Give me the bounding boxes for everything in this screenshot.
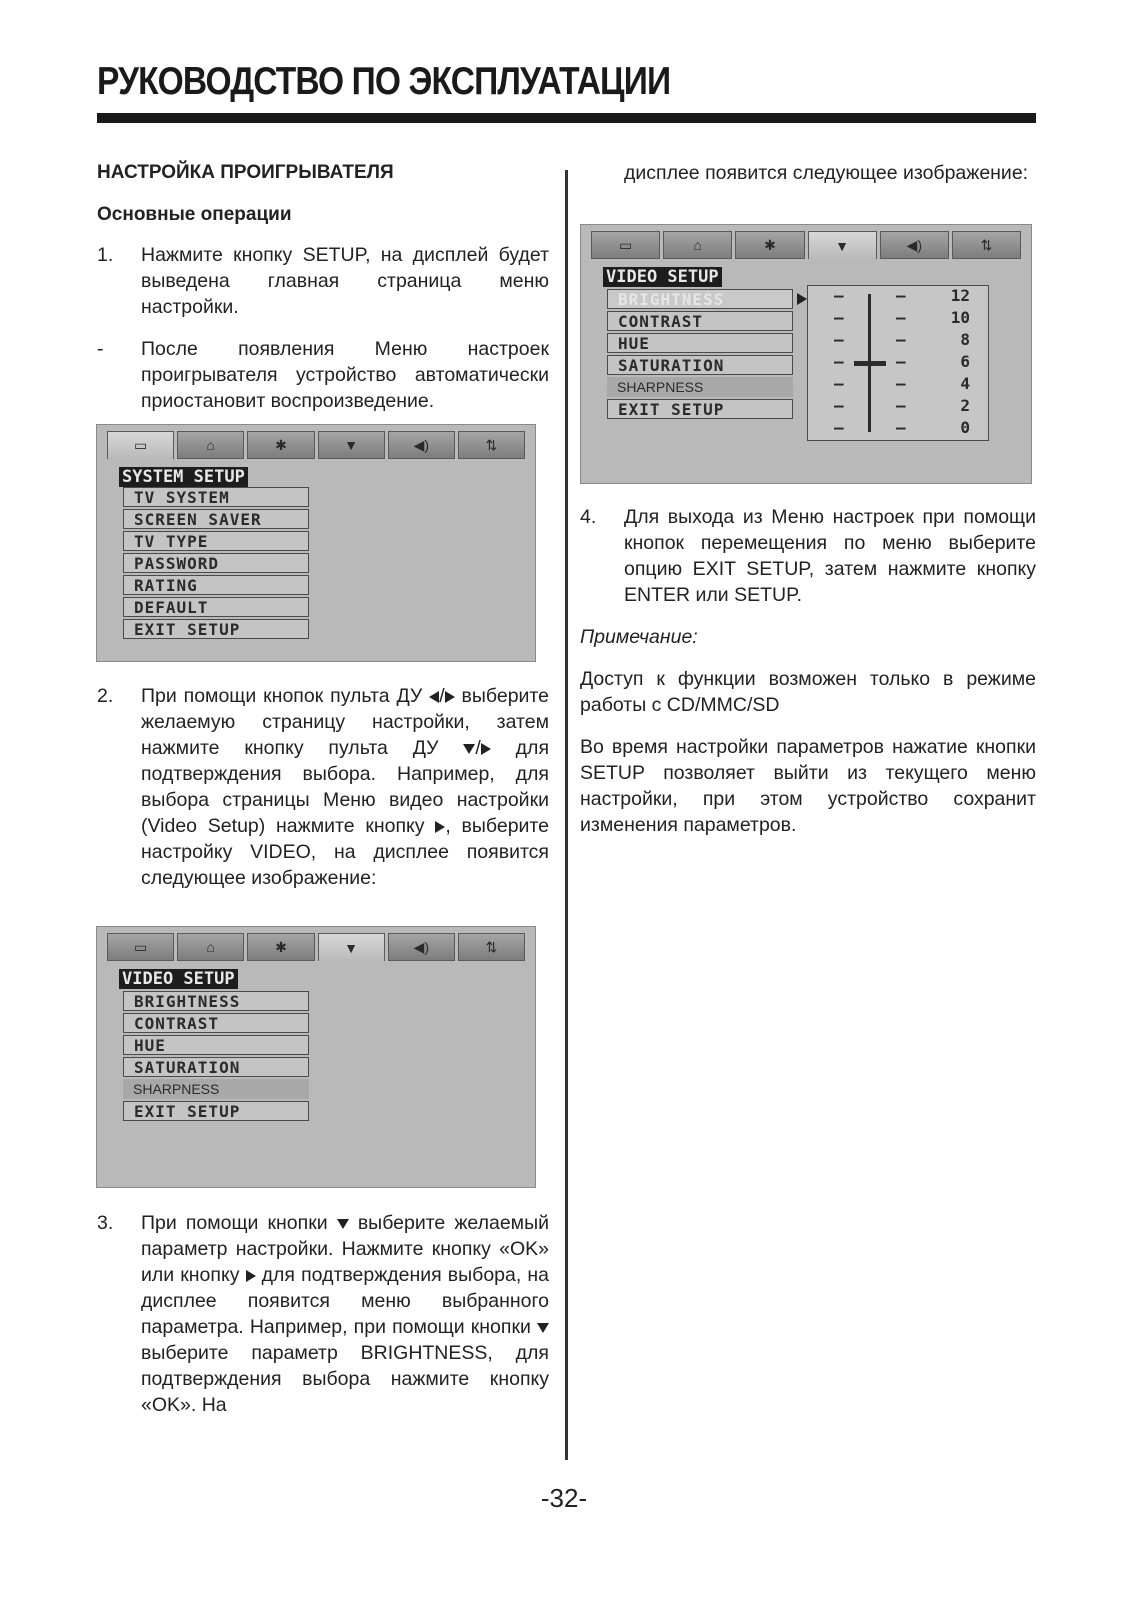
slider-scale-label: 4 xyxy=(960,374,970,393)
slider-scale-row: — — 4 xyxy=(834,374,970,393)
menu-heading: VIDEO SETUP xyxy=(119,969,238,989)
video-setup-screenshot xyxy=(96,926,536,1188)
menu-item: BRIGHTNESS xyxy=(123,991,309,1011)
step-number: 4. xyxy=(580,506,597,528)
page-title: РУКОВОДСТВО ПО ЭКСПЛУАТАЦИИ xyxy=(97,60,671,103)
step-text: Нажмите кнопку SETUP, на дисплей будет выведена главная страница меню настройки. xyxy=(141,244,549,318)
note-text: Доступ к функции возможен только в режиме работы с CD/MMC/SD xyxy=(580,668,1036,716)
menu-item: SATURATION xyxy=(123,1057,309,1077)
page-number: -32- xyxy=(540,1483,588,1513)
video-icon: ▼ xyxy=(808,231,877,259)
menu-item: HUE xyxy=(123,1035,309,1055)
menu-item: CONTRAST xyxy=(123,1013,309,1033)
monitor-icon: ▭ xyxy=(591,231,660,259)
speaker-icon: ◀) xyxy=(388,431,455,459)
brightness-screenshot xyxy=(580,224,1032,484)
down-arrow-icon xyxy=(337,1219,349,1229)
slider-scale-label: 6 xyxy=(960,352,970,371)
slider-scale-row: — — 12 xyxy=(834,286,970,305)
video-icon: ▼ xyxy=(318,431,385,459)
note-label: Примечание: xyxy=(580,626,698,648)
step-number: 2. xyxy=(97,685,114,707)
step-text: При помощи кнопки выберите желаемый параметр настройки. Нажмите кнопку «OK» или кнопку для подтверждения выбора, на дисплее появится меню выбранного параметра. Например, при помощи кнопки выберите параметр BRIGHTNESS, для подтверждения выбора нажмите кнопку «OK». На xyxy=(141,1212,549,1416)
note-text: Во время настройки параметров нажатие кнопки SETUP позволяет выйти из текущего меню настройки, при этом устройство сохранит изменения параметров. xyxy=(580,736,1036,836)
step-note xyxy=(97,336,549,414)
menu-item: EXIT SETUP xyxy=(123,619,309,639)
language-icon: ⌂ xyxy=(663,231,732,259)
setup-tabs xyxy=(591,231,1021,259)
slider-scale-row: — — 6 xyxy=(834,352,970,371)
step-text: Для выхода из Меню настроек при помощи кнопок перемещения по меню выберите опцию EXIT SETUP, затем нажмите кнопку ENTER или SETUP. xyxy=(624,506,1036,606)
menu-heading: VIDEO SETUP xyxy=(603,267,722,287)
left-column xyxy=(97,160,549,430)
step-2 xyxy=(97,683,549,907)
menu-item: DEFAULT xyxy=(123,597,309,617)
slider-scale-label: 8 xyxy=(960,330,970,349)
menu-item: SCREEN SAVER xyxy=(123,509,309,529)
slider-scale-label: 0 xyxy=(960,418,970,437)
audio-icon: ✱ xyxy=(247,933,314,961)
monitor-icon: ▭ xyxy=(107,431,174,459)
subsection-title: Основные операции xyxy=(97,204,292,225)
continued-text: дисплее появится следующее изображение: xyxy=(624,162,1029,184)
step-text: При помощи кнопок пульта ДУ / выберите желаемую страницу настройки, затем нажмите кнопку пульта ДУ / для подтверждения выбора. Например, для выбора страницы Меню видео настройки (Video Setup) нажмите кнопку , выберите настройку VIDEO, на дисплее появится следующее изображение: xyxy=(141,685,549,889)
video-icon: ▼ xyxy=(318,933,385,961)
right-arrow-icon xyxy=(481,743,491,755)
menu-item: PASSWORD xyxy=(123,553,309,573)
slider-scale-row: — — 2 xyxy=(834,396,970,415)
section-title: НАСТРОЙКА ПРОИГРЫВАТЕЛЯ xyxy=(97,162,394,183)
right-arrow-icon xyxy=(445,691,455,703)
menu-item: SHARPNESS xyxy=(607,377,793,397)
audio-icon: ✱ xyxy=(247,431,314,459)
menu-item: SATURATION xyxy=(607,355,793,375)
down-arrow-icon xyxy=(537,1323,549,1333)
right-arrow-icon xyxy=(435,821,445,833)
slider-scale-label: 12 xyxy=(950,286,970,305)
step-number: - xyxy=(97,338,104,360)
slider-scale-label: 2 xyxy=(960,396,970,415)
preference-icon: ⇅ xyxy=(458,431,525,459)
speaker-icon: ◀) xyxy=(388,933,455,961)
speaker-icon: ◀) xyxy=(880,231,949,259)
slider-scale-row: — — 8 xyxy=(834,330,970,349)
setup-tabs xyxy=(107,431,525,459)
slider-scale-row: — — 0 xyxy=(834,418,970,437)
step-number: 3. xyxy=(97,1212,114,1234)
language-icon: ⌂ xyxy=(177,431,244,459)
menu-item: SHARPNESS xyxy=(123,1079,309,1099)
preference-icon: ⇅ xyxy=(952,231,1021,259)
menu-item: EXIT SETUP xyxy=(607,399,793,419)
setup-tabs xyxy=(107,933,525,961)
menu-item-selected: BRIGHTNESS xyxy=(607,289,793,309)
menu-item: TV SYSTEM xyxy=(123,487,309,507)
title-rule xyxy=(97,113,1036,123)
monitor-icon: ▭ xyxy=(107,933,174,961)
step-1 xyxy=(97,242,549,320)
step-3 xyxy=(97,1210,549,1434)
right-arrow-icon xyxy=(246,1270,256,1282)
audio-icon: ✱ xyxy=(735,231,804,259)
slider-scale-label: 10 xyxy=(950,308,970,327)
column-divider xyxy=(565,170,568,1460)
step-text: После появления Меню настроек проигрывателя устройство автоматически приостановит воспроизведение. xyxy=(141,338,549,412)
right-column-top xyxy=(580,160,1036,202)
language-icon: ⌂ xyxy=(177,933,244,961)
right-column-bottom xyxy=(580,504,1036,854)
preference-icon: ⇅ xyxy=(458,933,525,961)
slider-scale-row: — — 10 xyxy=(834,308,970,327)
menu-item: HUE xyxy=(607,333,793,353)
menu-item: RATING xyxy=(123,575,309,595)
left-arrow-icon xyxy=(429,691,439,703)
down-arrow-icon xyxy=(463,744,475,754)
slider-knob xyxy=(854,361,886,366)
menu-heading: SYSTEM SETUP xyxy=(119,467,248,487)
menu-item: TV TYPE xyxy=(123,531,309,551)
menu-item: CONTRAST xyxy=(607,311,793,331)
pointer-icon xyxy=(797,293,807,305)
step-number: 1. xyxy=(97,244,114,266)
system-setup-screenshot xyxy=(96,424,536,662)
brightness-slider xyxy=(807,285,989,441)
menu-item: EXIT SETUP xyxy=(123,1101,309,1121)
